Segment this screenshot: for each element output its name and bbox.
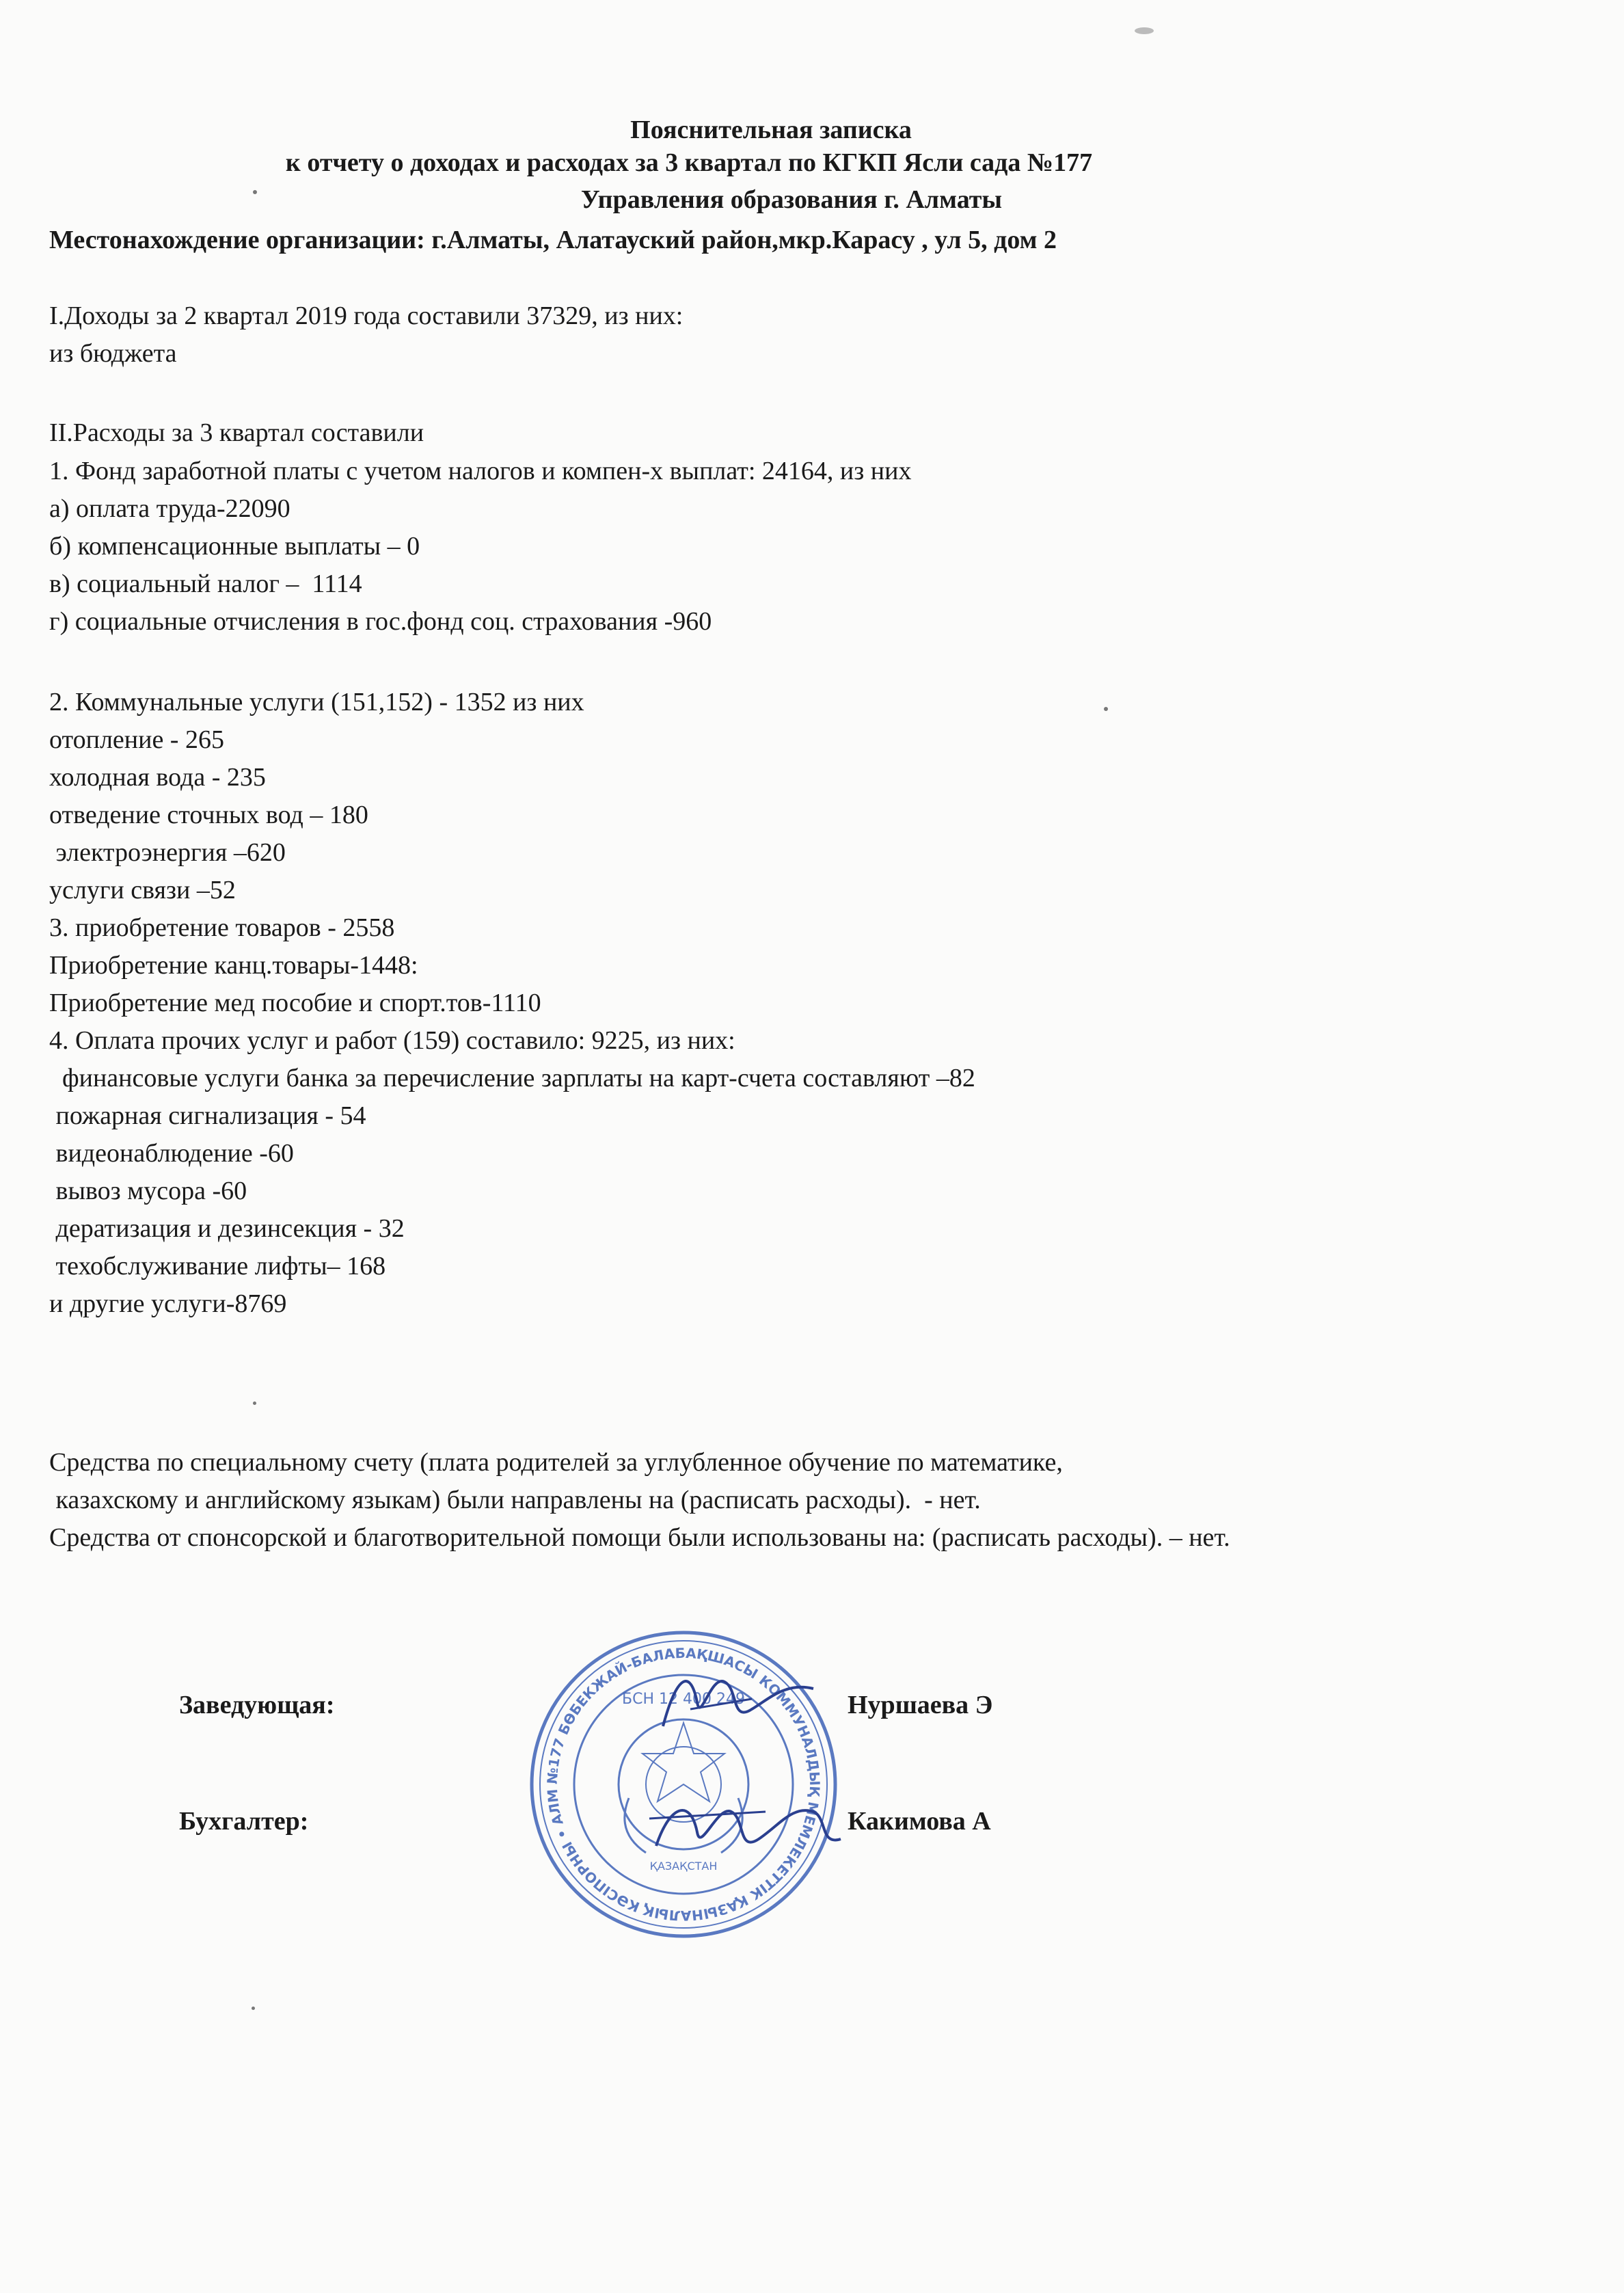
- income-source: из бюджета: [49, 339, 177, 368]
- income-line: I.Доходы за 2 квартал 2019 года составили 37329, из них:: [49, 301, 684, 330]
- utilities-item: отведение сточных вод – 180: [49, 801, 368, 829]
- special-account-line: казахскому и английскому языкам) были направлены на (расписать расходы). - нет.: [49, 1486, 981, 1514]
- head-name: Нуршаева Э: [848, 1691, 993, 1719]
- sponsorship-line: Средства от спонсорской и благотворительной помощи были использованы на: (расписать расходы). – нет.: [49, 1523, 1230, 1552]
- services-item: видеонаблюдение -60: [49, 1139, 294, 1168]
- stamp-bin: БСН 12 400 249: [622, 1691, 745, 1708]
- goods-item: Приобретение канц.товары-1448:: [49, 951, 418, 980]
- services-item: вывоз мусора -60: [49, 1177, 247, 1205]
- scan-speck: [1135, 27, 1154, 34]
- scan-speck: [253, 1402, 256, 1405]
- doc-department: Управления образования г. Алматы: [580, 185, 1003, 214]
- payroll-item: г) социальные отчисления в гос.фонд соц. страхования -960: [49, 607, 712, 636]
- utilities-item: услуги связи –52: [49, 876, 236, 904]
- scan-speck: [253, 190, 257, 194]
- expenses-title: II.Расходы за 3 квартал составили: [49, 418, 424, 447]
- special-account-line: Средства по специальному счету (плата родителей за углубленное обучение по математике,: [49, 1448, 1063, 1477]
- payroll-item: а) оплата труда-22090: [49, 494, 290, 523]
- utilities-item: электроэнергия –620: [49, 838, 286, 867]
- goods-heading: 3. приобретение товаров - 2558: [49, 913, 395, 942]
- accountant-label: Бухгалтер:: [179, 1807, 309, 1836]
- payroll-item: б) компенсационные выплаты – 0: [49, 532, 420, 561]
- scan-speck: [252, 2007, 255, 2010]
- head-label: Заведующая:: [179, 1691, 335, 1719]
- stamp-outer-text: №177 БӨБЕКЖАЙ-БАЛАБАҚШАСЫ КОММУНАЛДЫҚ МЕМЛЕКЕТТІК ҚАЗЫНАЛЫҚ КӘСІПОРНЫ • АЛМ: [543, 1644, 824, 1925]
- utilities-item: холодная вода - 235: [49, 763, 266, 792]
- services-item: финансовые услуги банка за перечисление зарплаты на карт-счета составляют –82: [49, 1064, 975, 1092]
- doc-subtitle: к отчету о доходах и расходах за 3 квартал по КГКП Ясли сада №177: [285, 148, 1093, 177]
- goods-item: Приобретение мед пособие и спорт.тов-1110: [49, 989, 541, 1017]
- services-item: пожарная сигнализация - 54: [49, 1101, 366, 1130]
- payroll-item: в) социальный налог – 1114: [49, 569, 362, 598]
- utilities-heading: 2. Коммунальные услуги (151,152) - 1352 из них: [49, 688, 584, 716]
- services-item: техобслуживание лифты– 168: [49, 1252, 386, 1280]
- head-signature-icon: [649, 1661, 827, 1743]
- services-item: и другие услуги-8769: [49, 1289, 287, 1318]
- services-item: дератизация и дезинсекция - 32: [49, 1214, 405, 1243]
- stamp-center: ҚАЗАҚСТАН: [649, 1860, 718, 1873]
- doc-title: Пояснительная записка: [630, 116, 912, 144]
- utilities-item: отопление - 265: [49, 725, 224, 754]
- accountant-name: Какимова А: [848, 1807, 991, 1836]
- doc-location: Местонахождение организации: г.Алматы, Алатауский район,мкр.Карасу , ул 5, дом 2: [49, 226, 1057, 254]
- scan-speck: [1104, 707, 1108, 711]
- payroll-heading: 1. Фонд заработной платы с учетом налогов и компен-х выплат: 24164, из них: [49, 457, 912, 485]
- services-heading: 4. Оплата прочих услуг и работ (159) составило: 9225, из них:: [49, 1026, 735, 1055]
- accountant-signature-icon: [636, 1778, 854, 1873]
